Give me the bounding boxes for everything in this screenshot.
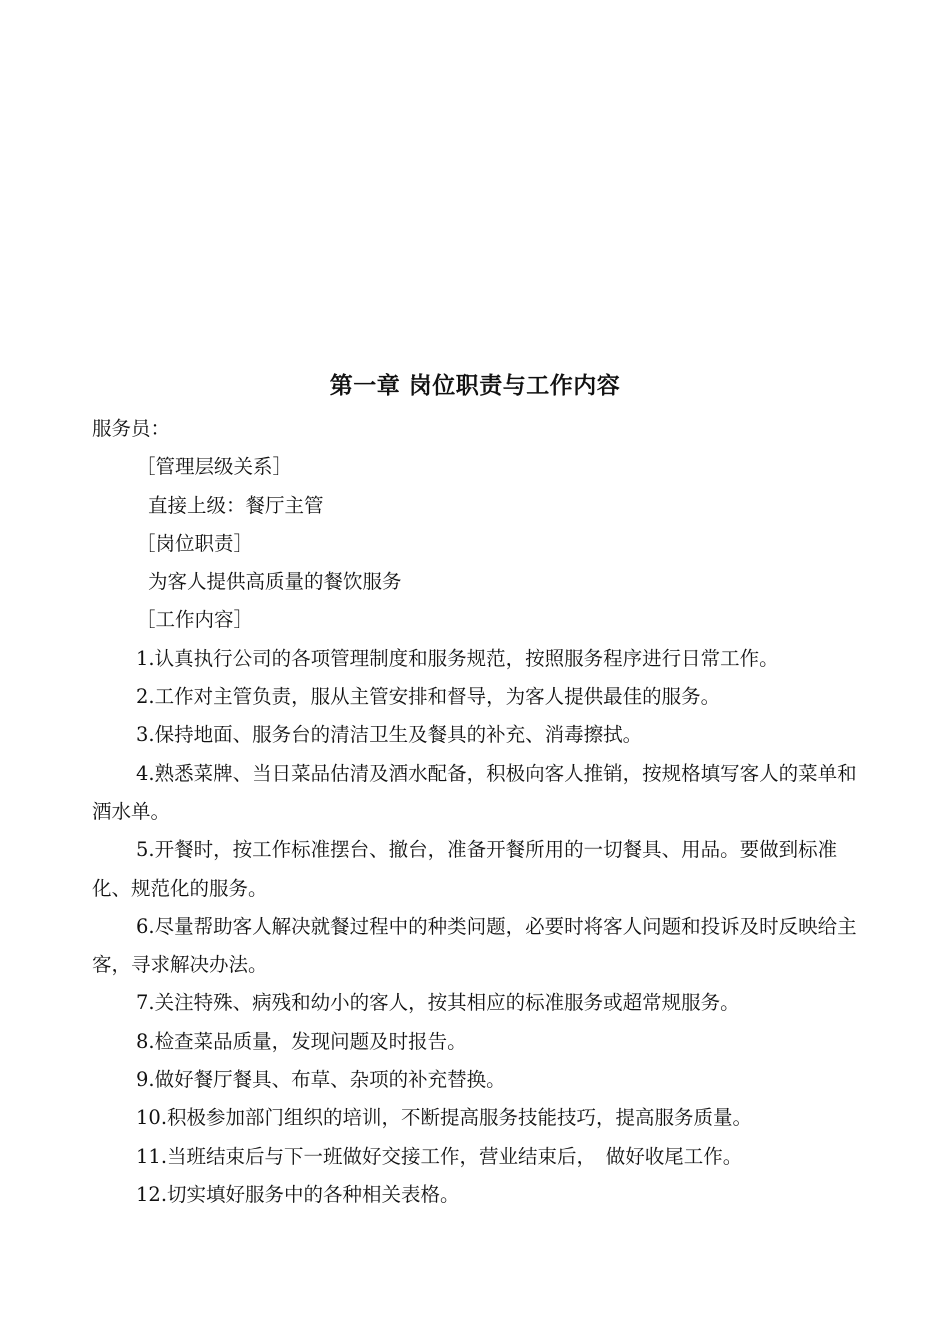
list-item: 7.关注特殊、病残和幼小的客人，按其相应的标准服务或超常规服务。 xyxy=(136,991,740,1015)
section-heading-work: ［工作内容］ xyxy=(136,608,254,632)
list-item: 6.尽量帮助客人解决就餐过程中的种类问题，必要时将客人问题和投诉及时反映给主客，寻求解决办法。 xyxy=(92,914,857,977)
list-item: 11.当班结束后与下一班做好交接工作，营业结束后， 做好收尾工作。 xyxy=(136,1144,743,1168)
chapter-title: 第一章 岗位职责与工作内容 xyxy=(329,373,621,399)
document-body xyxy=(92,410,862,1214)
list-item: 4.熟悉菜牌、当日菜品估清及酒水配备，积极向客人推销，按规格填写客人的菜单和酒水单。 xyxy=(92,761,857,823)
list-item: 12.切实填好服务中的各种相关表格。 xyxy=(136,1182,460,1206)
list-item: 9.做好餐厅餐具、布草、杂项的补充替换。 xyxy=(136,1068,506,1092)
list-item: 8.检查菜品质量，发现问题及时报告。 xyxy=(136,1029,467,1053)
list-item: 5.开餐时，按工作标准摆台、撤台，准备开餐所用的一切餐具、用品。要做到标准化、规范化的服务。 xyxy=(92,838,838,900)
duty-text: 为客人提供高质量的餐饮服务 xyxy=(148,570,402,594)
list-item: 2.工作对主管负责，服从主管安排和督导，为客人提供最佳的服务。 xyxy=(136,685,721,709)
role-label: 服务员： xyxy=(92,417,171,440)
list-item: 1.认真执行公司的各项管理制度和服务规范，按照服务程序进行日常工作。 xyxy=(136,646,779,670)
direct-superior: 直接上级：餐厅主管 xyxy=(148,493,324,517)
list-item: 3.保持地面、服务台的清洁卫生及餐具的补充、消毒擦拭。 xyxy=(136,723,643,747)
list-item: 10.积极参加部门组织的培训，不断提高服务技能技巧，提高服务质量。 xyxy=(136,1106,753,1130)
section-heading-duties: ［岗位职责］ xyxy=(136,531,254,555)
section-heading-hierarchy: ［管理层级关系］ xyxy=(136,455,293,479)
